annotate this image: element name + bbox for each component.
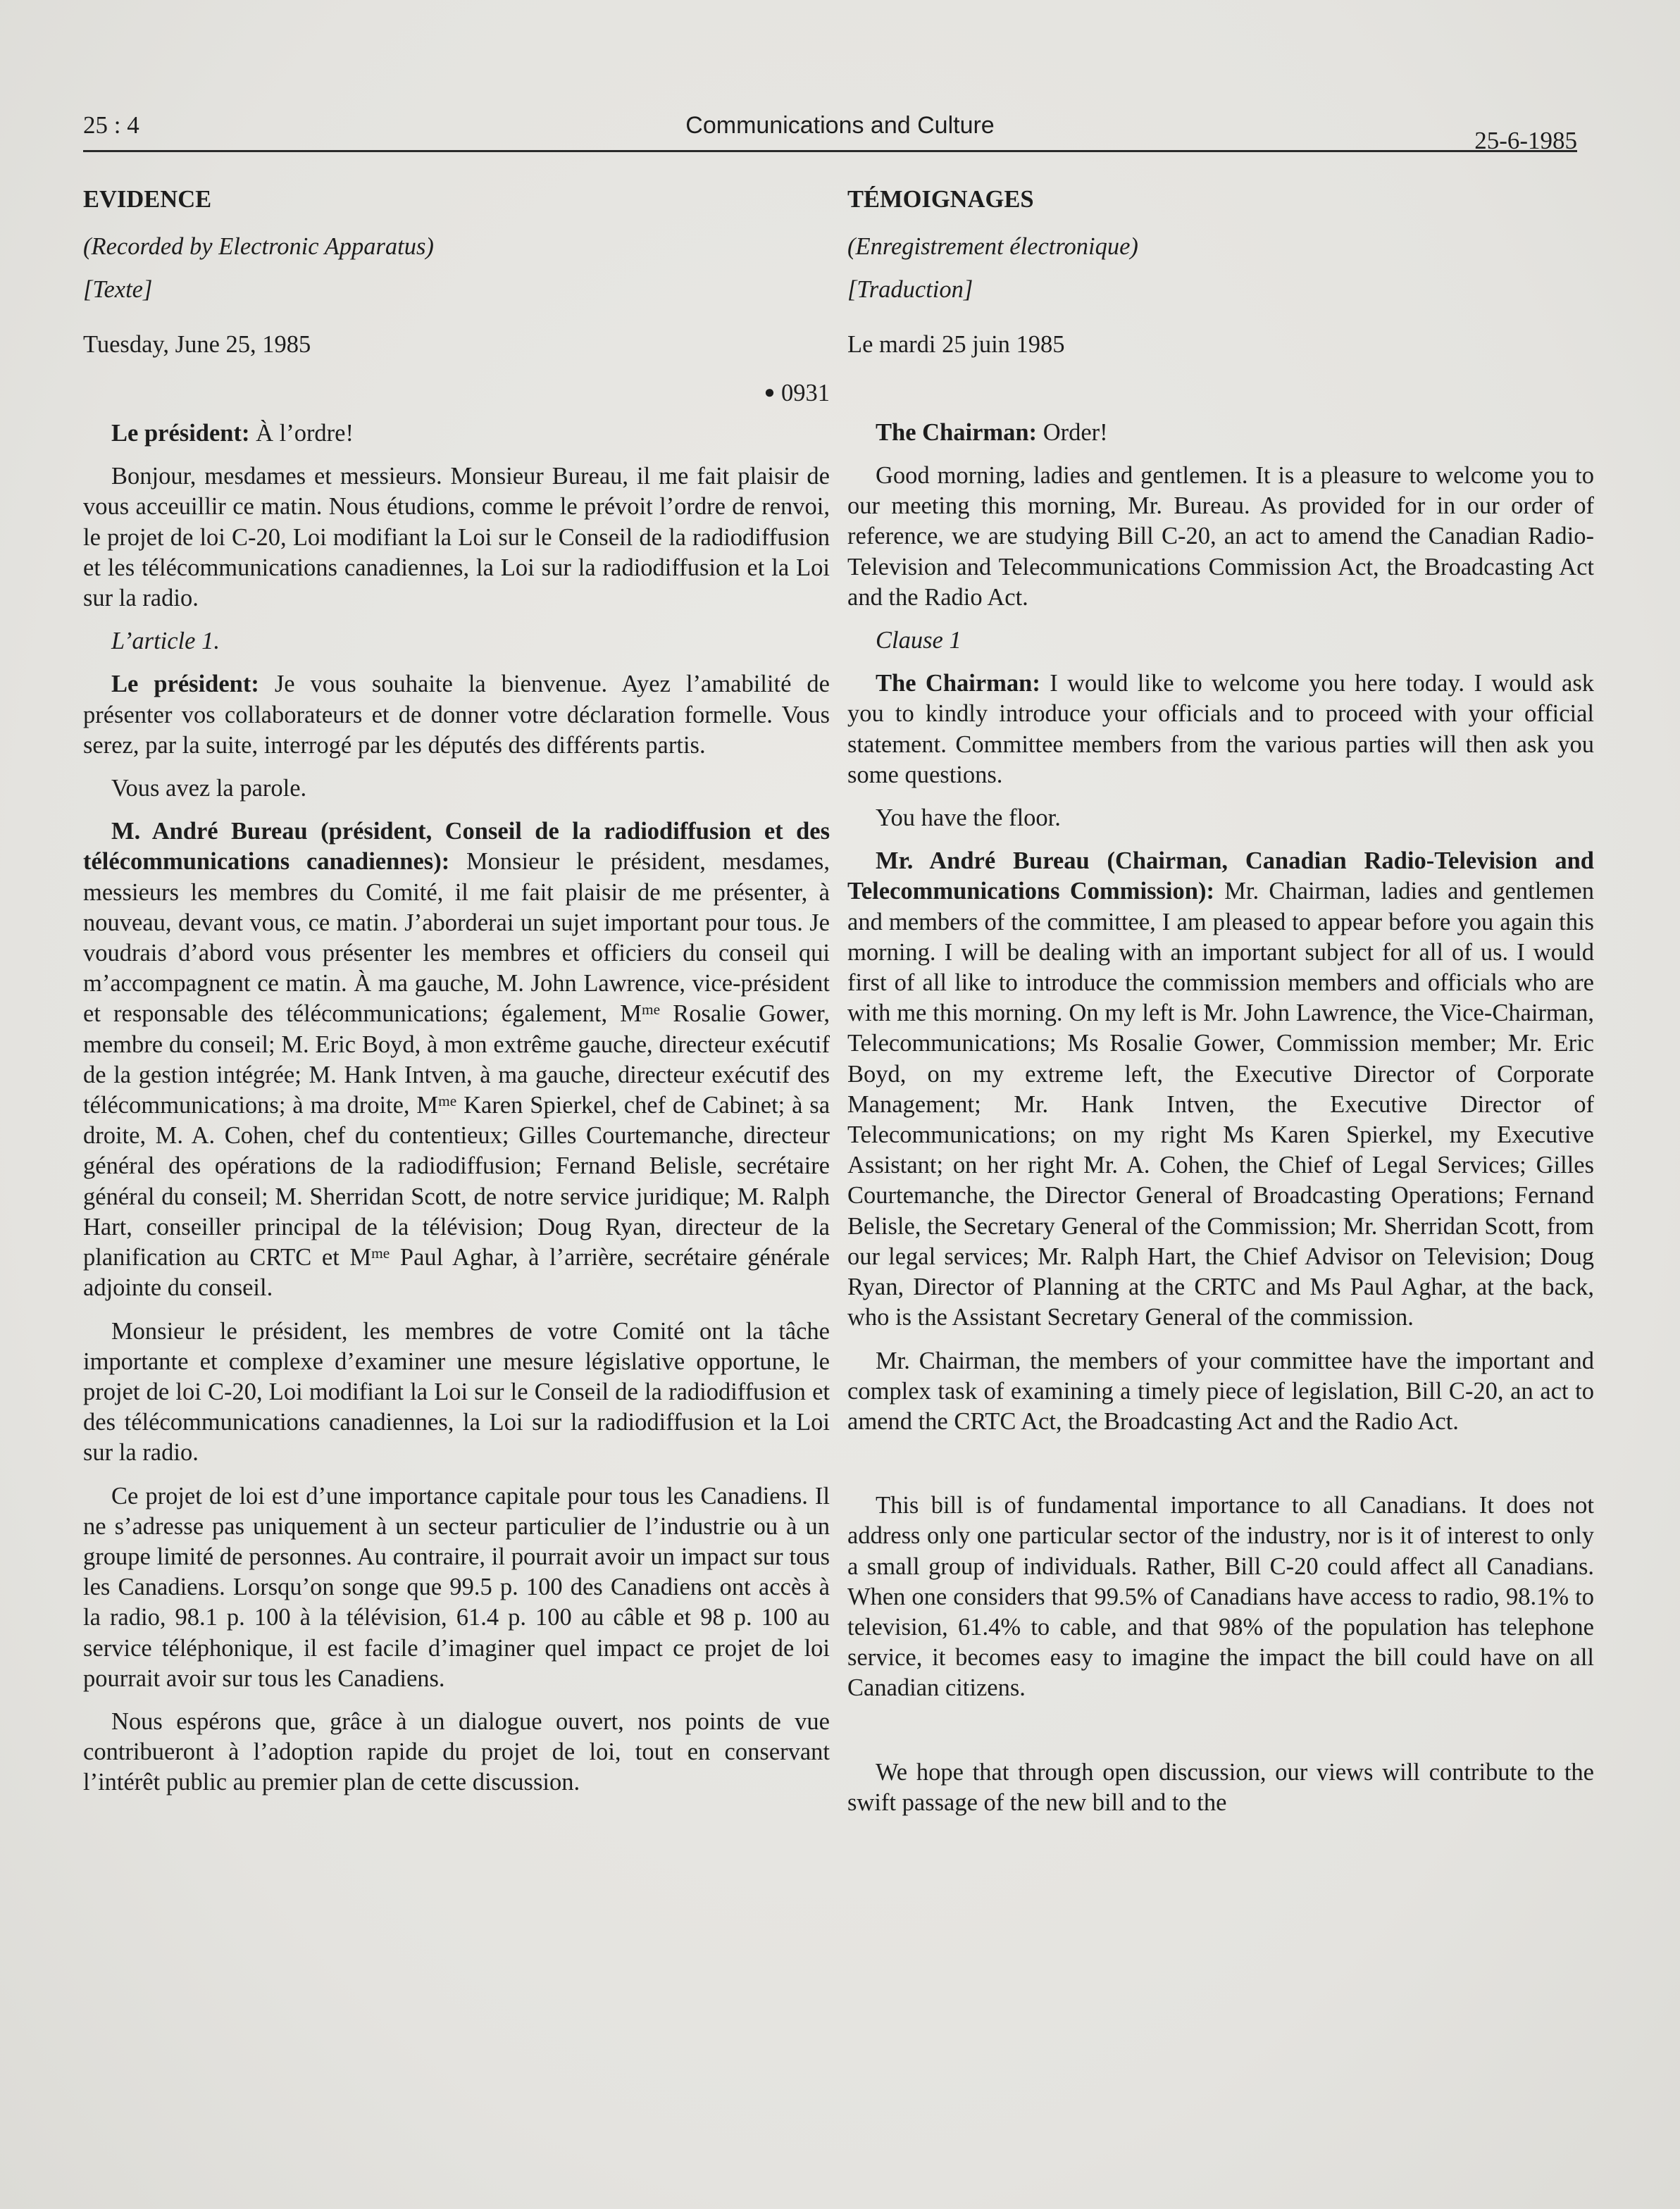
text-label: [Texte] xyxy=(83,276,153,304)
recording-note: (Recorded by Electronic Apparatus) xyxy=(83,233,434,261)
speech: I would like to welcome you here today. I would ask you to kindly introduce your officials and to proceed with your official statement. Committee members from the various parties will then ask you some questions. xyxy=(847,670,1594,788)
superscript: me xyxy=(641,1001,661,1019)
paragraph: Vous avez la parole. xyxy=(111,775,307,802)
paragraph: Good morning, ladies and gentlemen. It is a pleasure to welcome you to our meeting this morning, Mr. Bureau. As provided for in our order of reference, we are studying Bill C-20, an act to amend the Canadian Radio-Television and Telecommunications Commission Act, the Broadcasting Act and the Radio Act. xyxy=(847,462,1594,611)
paragraph xyxy=(847,846,1594,1333)
paragraph xyxy=(83,816,830,1303)
paragraph: This bill is of fundamental importance to all Canadians. It does not address only one particular sector of the industry, nor is it of interest to only a small group of individuals. Rather, Bill C-20 could affect all Canadians. When one considers that 99.5% of Canadians have access to radio, 98.1% to television, 61.4% to cable, and that 98% of the population has telephone service, it becomes easy to imagine the impact the bill could have on all Canadian citizens. xyxy=(847,1492,1594,1702)
sitting-date: Tuesday, June 25, 1985 xyxy=(83,330,311,358)
bullet-icon: ● xyxy=(764,381,776,402)
speech: Karen Spierkel, chef de Cabinet; à sa droite, M. A. Cohen, chef du contentieux; Gilles Courtemanche, directeur général des opérations de la radiodiffusion; Fernand Belisle, secrétaire général du conseil; M. Sherridan Scott, de notre service juridique; M. Ralph Hart, conseiller principal de la télévision; Doug Ryan, directeur de la planification au CRTC et M xyxy=(83,1092,830,1271)
paragraph: Bonjour, mesdames et messieurs. Monsieur Bureau, il me fait plaisir de vous acceuillir ce matin. Nous étudions, comme le prévoit l’ordre de renvoi, le projet de loi C-20, Loi modifiant la Loi sur le Conseil de la radiodiffusion et les télécommunications canadiennes, la Loi sur la radiodiffusion et la Loi sur la radio. xyxy=(83,463,830,612)
speech: Je vous souhaite la bienvenue. Ayez l’amabilité de présenter vos collaborateurs et de donner votre déclaration formelle. Vous serez, par la suite, interrogé par les députés des différents partis. xyxy=(83,671,830,759)
superscript: me xyxy=(371,1245,390,1262)
paragraph xyxy=(83,418,830,449)
spacer xyxy=(847,1450,1594,1491)
time-stamp xyxy=(83,377,830,409)
paragraph: You have the floor. xyxy=(876,804,1061,832)
speaker: Le président: xyxy=(111,671,259,698)
speech: Monsieur le président, mesdames, messieurs les membres du Comité, il me fait plaisir de me présenter, à nouveau, devant vous, ce matin. J’aborderai un sujet important pour tous. Je voudrais d’abord vous présenter les membres et officiers du conseil qui m’accompagnent ce matin. À ma gauche, M. John Lawrence, vice-président et responsable des télécommunications; également, M xyxy=(83,848,830,1028)
page-number: 25 : 4 xyxy=(83,111,139,139)
speaker: Le président: xyxy=(111,420,250,447)
sitting-date: Le mardi 25 juin 1985 xyxy=(847,330,1065,358)
header-rule xyxy=(83,150,1577,152)
running-title: Communications and Culture xyxy=(685,112,995,139)
left-column xyxy=(83,185,830,1811)
paragraph xyxy=(847,418,1594,448)
speech: À l’ordre! xyxy=(249,420,354,447)
speaker: M. André Bureau (président, Conseil de la radiodiffusion et des télécommunications canadiennes): xyxy=(83,818,830,876)
spacer xyxy=(847,1717,1594,1757)
recording-note: (Enregistrement électronique) xyxy=(847,233,1138,261)
speech: Order! xyxy=(1037,418,1108,446)
right-column xyxy=(847,185,1594,1831)
paragraph: Monsieur le président, les membres de votre Comité ont la tâche importante et complexe d’examiner une mesure législative opportune, le projet de loi C-20, Loi modifiant la Loi sur le Conseil de la radiodiffusion et des télécommunications canadiennes, la Loi sur la radiodiffusion et la Loi sur la radio. xyxy=(83,1317,830,1467)
paragraph: Ce projet de loi est d’une importance capitale pour tous les Canadiens. Il ne s’adresse pas uniquement à un secteur particulier de l’industrie ou à un groupe limité de personnes. Au contraire, il pourrait avoir un impact sur tous les Canadiens. Lorsqu’on songe que 99.5 p. 100 des Canadiens ont accès à la radio, 98.1 p. 100 à la télévision, 61.4 p. 100 au câble et 98 p. 100 au service téléphonique, il est facile d’imaginer quel impact ce projet de loi pourrait avoir sur tous les Canadiens. xyxy=(83,1482,830,1692)
speech: Paul Aghar, à l’arrière, secrétaire générale adjointe du conseil. xyxy=(83,1244,830,1302)
paragraph: We hope that through open discussion, our views will contribute to the swift passage of the new bill and to the xyxy=(847,1758,1594,1816)
clause-label: L’article 1. xyxy=(111,628,220,655)
paragraph xyxy=(83,669,830,761)
section-heading: EVIDENCE xyxy=(83,186,212,213)
superscript: me xyxy=(438,1093,457,1110)
speaker: Mr. André Bureau (Chairman, Canadian Radio-Television and Telecommunications Commission): xyxy=(847,847,1594,905)
speaker: The Chairman: xyxy=(876,418,1038,446)
speaker: The Chairman: xyxy=(876,670,1040,697)
speech: Mr. Chairman, ladies and gentlemen and members of the committee, I am pleased to appear before you again this morning. I will be dealing with an important subject for all of us. I would first of all like to introduce the commission members and officials who are with me this morning. On my left is Mr. John Lawrence, the Vice-Chairman, Telecommunications; Ms Rosalie Gower, Commission member; Mr. Eric Boyd, on my extreme left, the Executive Director of Corporate Management; Mr. Hank Intven, the Executive Director of Telecommunications; on my right Ms Karen Spierkel, my Executive Assistant; on her right Mr. A. Cohen, the Chief of Legal Services; Gilles Courtemanche, the Director General of Broadcasting Operations; Fernand Belisle, the Secretary General of the Commission; Mr. Sherridan Scott, from our legal services; Mr. Ralph Hart, the Chief Advisor on Television; Doug Ryan, Director of Planning at the CRTC and Ms Paul Aghar, at the back, who is the Assistant Secretary General of the commission. xyxy=(847,878,1594,1331)
clause-label: Clause 1 xyxy=(876,627,962,654)
time-value: 0931 xyxy=(781,379,830,406)
paragraph xyxy=(847,668,1594,790)
text-label: [Traduction] xyxy=(847,276,973,304)
header-date: 25-6-1985 xyxy=(1474,127,1577,154)
paragraph: Mr. Chairman, the members of your committee have the important and complex task of examining a timely piece of legislation, Bill C-20, an act to amend the CRTC Act, the Broadcasting Act and the Radio Act. xyxy=(847,1347,1594,1435)
paragraph: Nous espérons que, grâce à un dialogue ouvert, nos points de vue contribueront à l’adoption rapide du projet de loi, tout en conservant l’intérêt public au premier plan de cette discussion. xyxy=(83,1707,830,1796)
section-heading: TÉMOIGNAGES xyxy=(847,186,1034,213)
speech: Rosalie Gower, membre du conseil; M. Eric Boyd, à mon extrême gauche, directeur exécutif de la gestion intégrée; M. Hank Intven, à ma gauche, directeur exécutif des télécommunications; à ma droite, M xyxy=(83,1000,830,1119)
